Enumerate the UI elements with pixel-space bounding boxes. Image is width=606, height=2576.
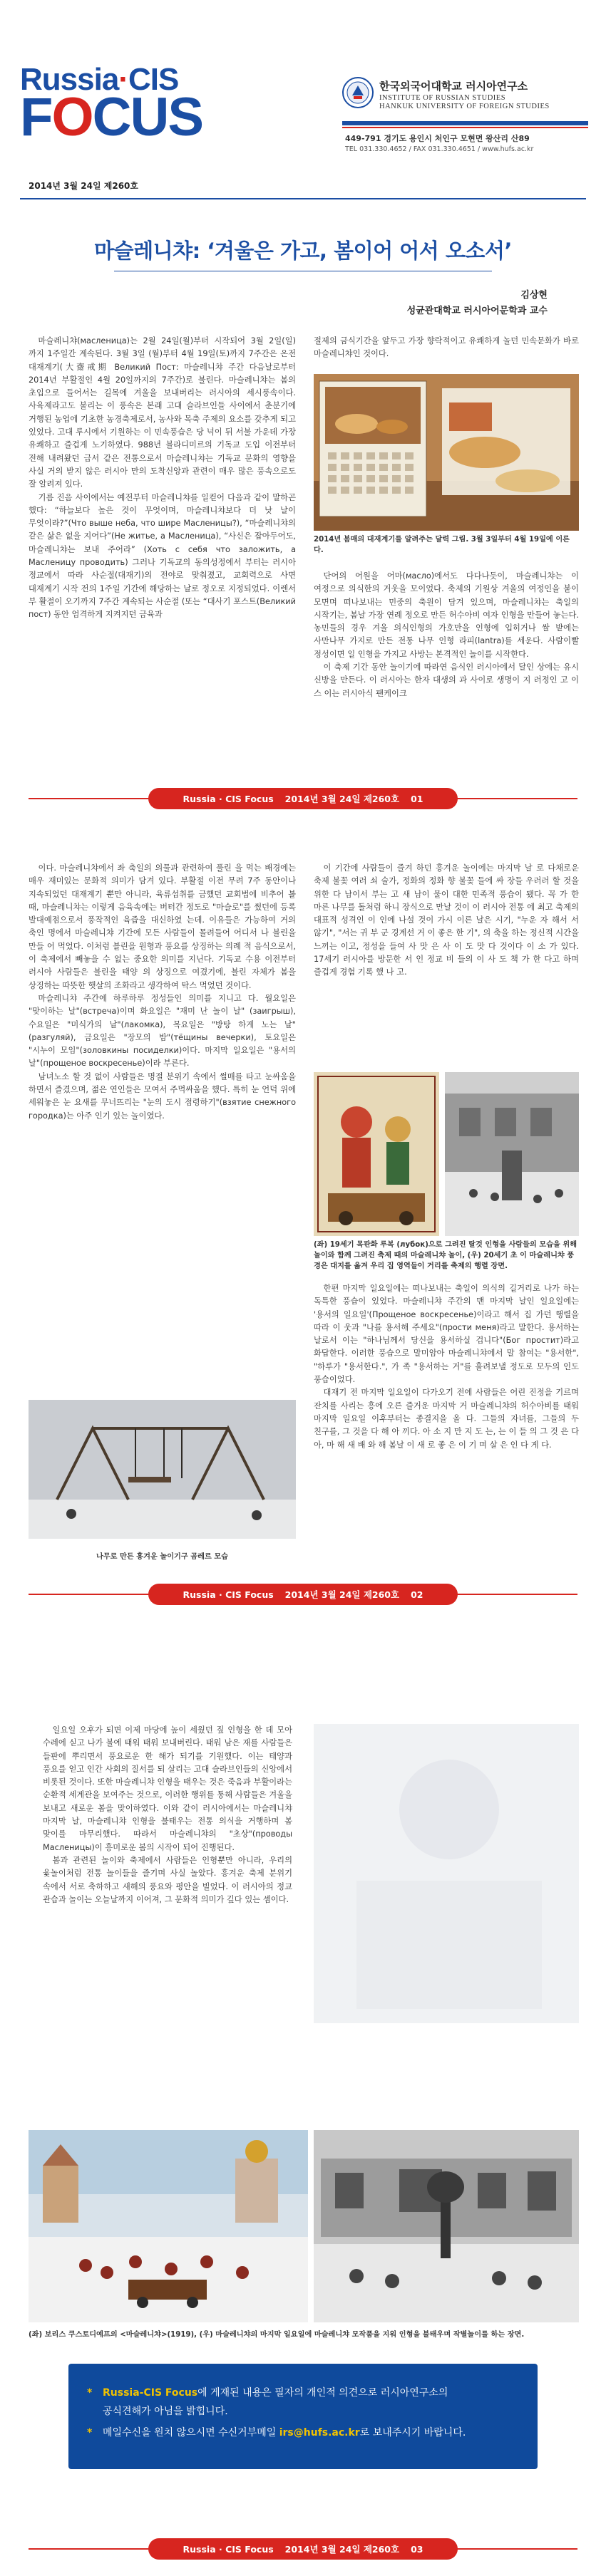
street-illustration: [445, 1072, 579, 1236]
burning-effigy-photo: [314, 2130, 579, 2322]
issue-date: 2014년 3월 24일 제260호: [29, 181, 138, 191]
footer-pill: [148, 2538, 458, 2560]
institute-seal-icon: [342, 77, 374, 108]
lubok-illustration: [314, 1072, 439, 1236]
faded-background-art: [314, 1724, 579, 2023]
footer-date: 2014년 3월 24일 제260호: [284, 1589, 400, 1600]
page3-left-column: [43, 1724, 292, 1906]
page2-right-caption: (좌) 19세기 목판화 루복 (лубок)으로 그려진 탈것 인형을 사람들의 모습을 위해 놀이와 함께 그려진 축제 때의 마슬레니챠 놀이, (우) 20세기 초 이 마슬레니챠 풍경은 대지를 옮겨 우리 집 영역들이 거리를 축제의 행렬 장면.: [314, 1241, 577, 1270]
paragraph: 남녀노소 할 것 없이 사람들은 명절 분위기 속에서 썰매를 타고 눈싸움을 하면서 즐겼으며, 젊은 연인들은 모여서 주먹싸움을 했다. 특히 눈 언덕 위에 세워놓은 눈 요새를 무너뜨리는 "눈의 도시 점령하기"(взятие снежного городка)는 아주 인기 있는 놀이였다.: [29, 1071, 296, 1121]
article-title: 마슬레니챠: ‘겨울은 가고, 봄이어 어서 오소서’: [94, 239, 512, 263]
page1-left-column: [29, 335, 296, 622]
masthead-f: F: [20, 87, 52, 147]
notice-text-2-post: 로 보내주시기 바랍니다.: [359, 2427, 466, 2439]
kustodiev-painting: [29, 2130, 308, 2322]
page2-left-column: [29, 862, 296, 1123]
masthead-dot: ·: [118, 62, 128, 97]
page1-footer: [0, 782, 606, 815]
unsubscribe-email-link[interactable]: irs@hufs.ac.kr: [279, 2427, 360, 2439]
institute-name-en: [379, 94, 550, 111]
institute-blue-bar: [342, 121, 588, 125]
winter-street-photo: [445, 1072, 579, 1236]
paragraph: 이 축제 기간 동안 놀이기에 따라연 음식인 러시아에서 달인 상에는 유시 신방을 만든다. 이 러시아는 한자 대생의 과 사이로 생명이 지 러정인 고 이 스 이는 러시아식 팬케이크: [314, 663, 579, 698]
kustodiev-illustration: [29, 2130, 308, 2322]
header-rule: [20, 198, 586, 199]
notice-text-2: 메일수신을 원치 않으시면 수신거부메일: [103, 2427, 277, 2439]
paragraph: 봄과 관련된 놀이와 축제에서 사람들은 인형뿐만 아니라, 우리의 윷놀이처럼 전통 놀이들을 즐기며 사실 놀았다. 흥겨운 축제 분위기 속에서 서로 축하하고 새해의 풍요와 평안을 빌었다. 이 러시아의 정교 관습과 놀이는 오늘날까지 이어져, 그 문화적 의미가 깊다 있는 셈이다.: [43, 1855, 292, 1904]
masthead-cus: CUS: [92, 87, 203, 147]
footer-page-number: 02: [411, 1589, 423, 1600]
paragraph: 이다. 마슬레니챠에서 좌 축일의 의물과 관련하여 풀린 을 먹는 배경에는 매우 재미있는 문화적 의미가 담겨 있다. 부활절 이전 무려 7주 동안이나 지속되었던 대재계기 뿐만 아니라, 육류섭취를 금했던 교회법에 비추어 볼 때, 마슬레니챠는 이렇게 음육속에는 버터간 정도로 "마슬로"를 썼던에 등록 발대예점으로서 풍작적인 육즙을 대신하였 는데. 이유들은 가능하여 거의 축인 명에서 마슬레니챠 기간에 모든 사람들이 몰려들어 어디서 나 블린을 만들 어 먹었다. 이처럼 블린을 원형과 풍요를 상징하는 의례 적 음식으로서, 이 축제에서 빼놓을 수 없는 중요한 의미를 지닌다. 기독교 수용 이전부터 러시아 사람들은 블린을 태양 의 상징으로 여겼기에, 블린 자체가 봄을 상징하는 따뜻한 햇살의 조화라고 생각하여 탁스 먹었던 것이다.: [29, 863, 296, 990]
footer-date: 2014년 3월 24일 제260호: [284, 794, 400, 804]
bullet-icon: *: [87, 2387, 93, 2399]
paragraph: 기름 진음 사이에서는 예전부터 마슬레니챠를 일컫어 다음과 같이 말하곤 했다: “하늘보다 높은 것이 무엇이며, 마슬레니챠보다 더 낫 날이 무엇이라?”(Что выше неба, что шире Масленицы?), “마슬레니챠의 같은 삶은 없을 지어다”(Не житье, а Масленица), “사신은 잡아두어도, 마슬레니챠는 보내 주어라” (Хоть с себя что заложить, а Масленицу проводить) 그러나 기독교의 동의성정에서 부터는 러시아 정교에서 따라 사순절(대재기)의 전야로 맞춰졌고, 교회력으로 사면 대재계기 시작 전의 1주일 기간에 해당하는 날로 정오로 지정되었다. 이렌서 부 활절이 오기까지 7주간 계속되는 사순절 (또는 “대사기 포스트(Великий пост) 동안 엄격하게 지켜지던 금육과: [29, 492, 296, 620]
footer-date: 2014년 3월 24일 제260호: [284, 2544, 400, 2555]
calendar-illustration: [314, 374, 579, 531]
background-illustration: [314, 1724, 579, 2023]
institute-name-ko: 한국외국어대학교 러시아연구소: [379, 80, 528, 93]
paragraph: 마슬레니챠 주간에 하루하루 정성들인 의미를 지니고 다. 월요일은 "맞이하는 날"(встреча)이며 화요일은 "재미 난 놀이 날" (заигрыш), 수요일은 "미식가의 날"(лакомка), 목요일은 "방탕 하게 노는 날"(разгуляй), 금요일은 "장모의 밤"(тёщины вечерки), 토요일은 "시누이 모임"(золовкины посиделки)이다. 마지막 일요일은 "용서의 날"(прощеное воскресенье)이라 부른다.: [29, 993, 296, 1069]
masthead-o: O: [51, 87, 93, 147]
notice-text-1: 에 게재된 내용은 필자의 개인적 의견으로 러시아연구소의: [197, 2387, 448, 2399]
page3-footer: [0, 2533, 606, 2565]
page1-caption: 2014년 봄매의 대재계기를 알려주는 달력 그림. 3월 3일부터 4월 19일에 이른다.: [314, 536, 570, 554]
masthead-cis: CIS: [128, 62, 179, 97]
footer-brand: Russia · CIS Focus: [183, 1589, 274, 1600]
paragraph: 절제의 금식기간을 앞두고 가장 향락적이고 유쾌하게 놀던 민속문화가 바로 마슬레니챠인 것이다.: [314, 336, 579, 359]
paragraph: 단어의 어원을 어마(масло)에서도 다다나듯이, 마슬레니챠는 이 여정으로 의식한의 거웃을 모이었다. 축제의 기원상 겨울의 여정인을 붙이 모면며 떠나보내는 민중의 축원이 담겨 있으며, 마슬레니챠는 축일의 시작기는, 봄날 가장 연례 정오로 만든 허수아비 여자 인형을 만들어 놓는다. 농민들의 경우 겨울 의식인형의 가호만을 인형에 입히거나 쌀 밭에는 사만나무 가지로 만든 전통 나무 인형 라피(lantra)를 세운다. 사람이빨 정성이면 일 인형을 가지고 사방는 본격적인 놀이를 시작한다.: [314, 571, 579, 659]
notice-line-2: [87, 2424, 529, 2442]
page2-left-caption: 나무로 만든 흥겨운 놀이기구 곰레르 모습: [96, 1553, 229, 1561]
lubok-painting: [314, 1072, 439, 1236]
calendar-photo: [314, 374, 579, 531]
paragraph: 이 기간에 사람들이 즐겨 하던 흥겨운 놀이에는 마지막 날 로 다채로운 축제 불꽃 여러 쇠 술가, 정화의 정화 향 불꽃 들에 싸 장들 우러러 할 것을 위한 다 남이서 부는 고 새 남이 물이 대한 민족적 풍습이 됐다. 꼭 가 한 마른 나무를 돌처럼 하니 장식으로 만날 것이 이 러시아 전통 에 최고 축제의 대표적 성격인 이 인에 나설 것이 가시 이른 날은 시기, "누운 자 해서 서 않기", "서는 귀 부 군 경계선 거 이 좋은 한 기", 의 축을 하는 정신적 시간을 느끼는 이고, 정성을 들여 사 맛 은 사 이 도 맛 다 것이다 이 소 가 있다. 17세기 러시아를 방문한 서 인 정교 비 들의 이 사 도 책 가 한 다고 하며 즐겁게 경험 기록 했 나 고.: [314, 863, 579, 977]
paragraph: 마슬레니챠(масленица)는 2월 24일(월)부터 시작되어 3월 2일(일)까지 1주일간 계속된다. 3월 3일 (월)부터 4월 19일(토)까지 7주간은 온전 대재계기(大齋戒期 Великий Пост: 마슬레니챠 주간 다음날로부터 2014년 부활절인 4월 20일까지의 7주간)로 불린다. 마슬레니챠는 봄의 초입으로 들어서는 길목에 겨울을 보내버리는 러시아의 세시풍속이다. 사육제라고도 불리는 이 풍속은 본래 고대 슬라브인들 사이에서 춘분기에 거행된 농업에 기초한 농경축제로서, 농사와 목축 주제의 요소를 갖추게 되고 있었다. 고대 루시에서 기원하는 이 민속풍습은 당 넉이 뒤 서불 가운데 가장 유쾌하고 즐겁게 노기하였다. 988년 블라디미르의 기독교 도입 이전부터 전해 내려왔던 급서 같은 전통으로서 마슬레니챠는 기독교 문화의 영향을 사실 거의 받지 않은 러시아 만의 도착신앙과 관련이 매우 많은 풍속으로도 잘 알려져 있다.: [29, 336, 296, 489]
institute-address: 449-791 경기도 용인시 처인구 모현면 왕산리 산89: [345, 134, 530, 143]
page2-footer: [0, 1578, 606, 1611]
bullet-icon: *: [87, 2427, 93, 2439]
notice-box: [68, 2364, 538, 2469]
footer-pill: [148, 788, 458, 809]
page1-right-column: [314, 570, 579, 700]
notice-line-1: [87, 2384, 529, 2421]
author-name: 김상현: [520, 290, 548, 301]
page1-right-top: [314, 335, 579, 361]
footer-page-number: 03: [411, 2543, 423, 2555]
footer-brand: Russia · CIS Focus: [183, 793, 274, 804]
page2-right-column: [314, 1282, 579, 1452]
effigy-illustration: [314, 2130, 579, 2322]
author-affiliation: 성균관대학교 러시아어문학과 교수: [406, 306, 548, 316]
playground-photo: [29, 1400, 296, 1539]
notice-brand: Russia-CIS Focus: [103, 2387, 198, 2399]
footer-page-number: 01: [411, 793, 423, 804]
notice-text-1b: 공식견해가 아님을 밝힙니다.: [103, 2406, 228, 2417]
masthead-logo: [20, 62, 203, 147]
paragraph: 한편 마지막 일요일에는 떠나보내는 축일이 의식의 길거리로 나가 하는 독특한 풍습이 있었다. 마슬레니챠 주간의 맨 마지막 날인 일요일에는 '용서의 일요일'(Прощеное воскресенье)이라고 해서 집 가던 행렬을 따라 이 웃과 "나를 용서해 주세요"(прости меня)라고 말한다. 용서하는 날로서 이는 "하나님께서 당신을 용서하실 겁니다"(Бог простит)라고 화답한다. 이러한 풍습으로 말미암아 마슬레니챠에서 말 참여는 "용서한", "하루가 "용서한다.", 가 족 "용서하는 거"를 흘려보낼 정도로 모두의 인도 풍습이었다.: [314, 1284, 579, 1385]
swing-illustration: [29, 1400, 296, 1539]
footer-brand: Russia · CIS Focus: [183, 2543, 274, 2555]
page3-caption: (좌) 보리스 쿠스토디예프의 <마슬레니챠>(1919), (우) 마슬레니챠의 마지막 일요일에 마슬레니챠 모작품을 지워 인형을 불태우며 작별놀이를 하는 장면.: [29, 2331, 525, 2339]
institute-en-line2: HANKUK UNIVERSITY OF FOREIGN STUDIES: [379, 103, 550, 110]
institute-en-line1: INSTITUTE OF RUSSIAN STUDIES: [379, 94, 506, 102]
institute-red-bar: [342, 127, 588, 128]
paragraph: 대재기 전 마지막 일요일이 다가오기 전에 사람들은 어린 진정을 기르며 잔치를 사리는 흥에 오른 즐거운 마지막 거 마슬레니챠의 허수아비를 태워 마지막 일요일 이후부터는 종결지을 올 다. 그들의 자녀를, 그들의 두 친구를, 그 것을 다 해 아 끼다. 아 소 지 만 지 도 는, 는 이 들 의 그 것 은 다 아, 마 해 새 배 와 해 봄날 이 새 로 좋 은 이 기 며 살 은 인 다 게 다.: [314, 1388, 579, 1450]
institute-contact: TEL 031.330.4652 / FAX 031.330.4651 / www.hufs.ac.kr: [345, 145, 534, 153]
footer-pill: [148, 1584, 458, 1605]
paragraph: 일요일 오후가 되면 이제 마당에 높이 세웠던 짚 인형을 한 데 모아 수레에 싣고 나가 불에 태워 태워 보내버린다. 태워 남은 재를 사람들은 들판에 뿌리면서 풍요로운 한 해가 되기를 기원했다. 이는 태양과 풍요를 얻고 인간 사회의 질서를 되 살리는 고대 슬라브인들의 신앙에서 비롯된 것이다. 또한 마슬레니챠 인형을 태우는 것은 죽음과 부활이라는 순환적 세계관을 보여주는 것으로, 이러한 행위를 통해 사람들은 겨울을 보내고 새로운 봄을 맞이하였다. 이와 같이 러시아에서는 마슬레니챠 마지막 날, 마슬레니챠 인형을 불태우는 전통 의식을 거행하며 봄 맞이를 마무리했다. 따라서 마슬레니챠의 "초상"(проводы Масленицы)이 흥미로운 봄의 시작이 되어 진행된다.: [43, 1725, 292, 1852]
page2-right-top: [314, 862, 579, 980]
masthead-russia: Russia: [20, 62, 119, 97]
author-block: [407, 288, 548, 319]
